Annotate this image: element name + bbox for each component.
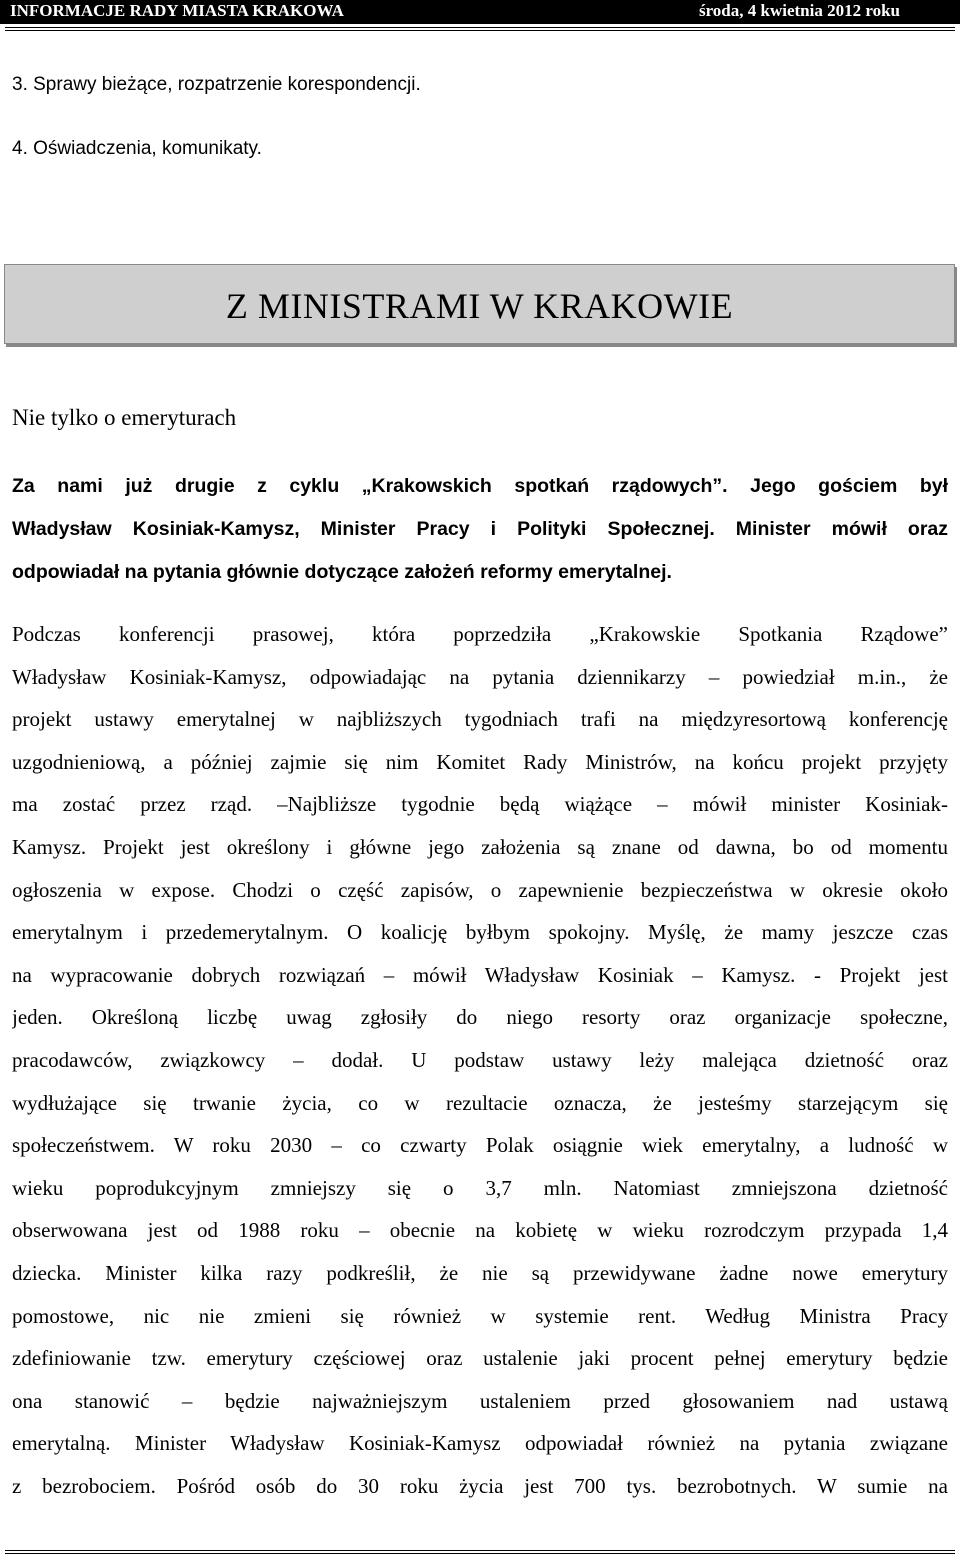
article-title: Nie tylko o emeryturach bbox=[12, 405, 237, 430]
body-line: zdefiniowanie tzw. emerytury częściowej oraz ustalenie jaki procent pełnej emerytury będzie bbox=[12, 1346, 948, 1371]
agenda-item: 3. Sprawy bieżące, rozpatrzenie korespondencji. bbox=[12, 74, 421, 95]
page-header bbox=[0, 0, 960, 24]
body-line: ma zostać przez rząd. –Najbliższe tygodnie będą wiążące – mówił minister Kosiniak- bbox=[12, 792, 948, 817]
body-line: na wypracowanie dobrych rozwiązań – mówił Władysław Kosiniak – Kamysz. - Projekt jest bbox=[12, 962, 948, 987]
body-line: pracodawców, związkowcy – dodał. U podstaw ustawy leży malejąca dzietność oraz bbox=[12, 1047, 948, 1072]
section-title: Z MINISTRAMI W KRAKOWIE bbox=[225, 286, 734, 326]
lead-line: Za nami już drugie z cyklu „Krakowskich spotkań rządowych”. Jego gościem był bbox=[12, 475, 948, 497]
body-line: ogłoszenia w expose. Chodzi o część zapisów, o zapewnienie bezpieczeństwa w okresie około bbox=[12, 877, 948, 902]
body-line: emerytalną. Minister Władysław Kosiniak-Kamysz odpowiadał również na pytania związane bbox=[12, 1431, 948, 1456]
article-lead bbox=[12, 465, 948, 594]
body-line: emerytalnym i przedemerytalnym. O koalicję byłbym spokojny. Myślę, że mamy jeszcze czas bbox=[12, 920, 948, 945]
body-line: jeden. Określoną liczbę uwag zgłosiły do niego resorty oraz organizacje społeczne, bbox=[12, 1005, 948, 1030]
body-line: wydłużające się trwanie życia, co w rezultacie oznacza, że jesteśmy starzejącym się bbox=[12, 1090, 948, 1115]
body-line: Władysław Kosiniak-Kamysz, odpowiadając na pytania dziennikarzy – powiedział m.in., że bbox=[12, 664, 948, 689]
body-line: społeczeństwem. W roku 2030 – co czwarty Polak osiągnie wiek emerytalny, a ludność w bbox=[12, 1133, 948, 1158]
body-line: pomostowe, nic nie zmieni się również w systemie rent. Według Ministra Pracy bbox=[12, 1303, 948, 1328]
footer-rule bbox=[5, 1550, 955, 1551]
lead-line: odpowiadał na pytania głównie dotyczące założeń reformy emerytalnej. bbox=[12, 561, 672, 583]
body-line: projekt ustawy emerytalnej w najbliższych tygodniach trafi na międzyresortową konferencję bbox=[12, 707, 948, 732]
body-line: Kamysz. Projekt jest określony i główne jego założenia są znane od dawna, bo od momentu bbox=[12, 834, 948, 859]
publication-name: INFORMACJE RADY MIASTA KRAKOWA bbox=[10, 1, 344, 20]
body-line: z bezrobociem. Pośród osób do 30 roku życia jest 700 tys. bezrobotnych. W sumie na bbox=[12, 1473, 948, 1498]
body-line: Podczas konferencji prasowej, która poprzedziła „Krakowskie Spotkania Rządowe” bbox=[12, 622, 948, 646]
header-rule bbox=[5, 27, 955, 28]
header-rule-secondary bbox=[5, 30, 955, 31]
section-banner bbox=[4, 264, 955, 344]
issue-date: środa, 4 kwietnia 2012 roku bbox=[698, 1, 900, 20]
body-line: uzgodnieniową, a później zajmie się nim Komitet Rady Ministrów, na końcu projekt przyjęty bbox=[12, 749, 948, 774]
body-line: wieku poprodukcyjnym zmniejszy się o 3,7 mln. Natomiast zmniejszona dzietność bbox=[12, 1175, 948, 1200]
article-body bbox=[12, 613, 948, 1507]
lead-line: Władysław Kosiniak-Kamysz, Minister Pracy i Polityki Społecznej. Minister mówił oraz bbox=[12, 518, 948, 540]
body-line: obserwowana jest od 1988 roku – obecnie na kobietę w wieku rozrodczym przypada 1,4 bbox=[12, 1218, 948, 1243]
agenda-item: 4. Oświadczenia, komunikaty. bbox=[12, 138, 262, 159]
body-line: ona stanowić – będzie najważniejszym ustaleniem przed głosowaniem nad ustawą bbox=[12, 1388, 948, 1413]
body-line: dziecka. Minister kilka razy podkreślił, że nie są przewidywane żadne nowe emerytury bbox=[12, 1260, 948, 1285]
footer-rule-secondary bbox=[5, 1553, 955, 1554]
